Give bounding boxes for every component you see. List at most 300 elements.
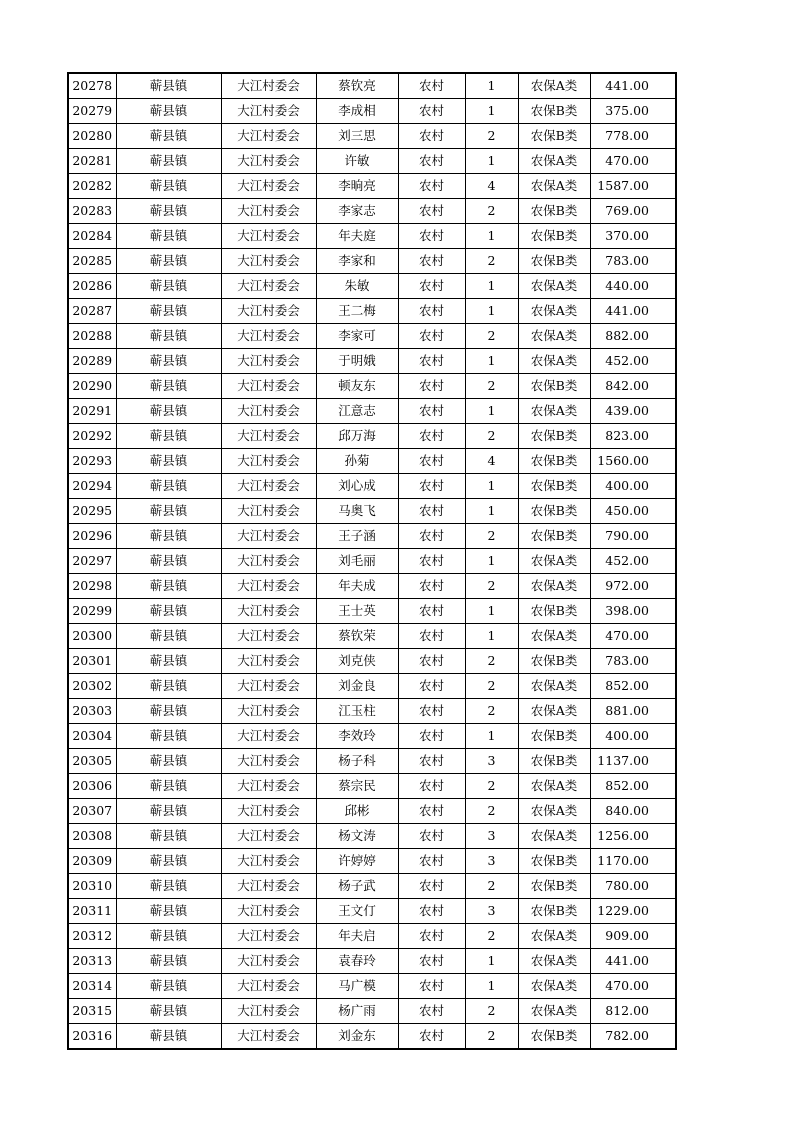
record-id-cell: 20284 — [68, 224, 116, 249]
insurance-category-cell: 农保B类 — [518, 474, 590, 499]
insurance-category-cell: 农保A类 — [518, 674, 590, 699]
town-cell: 蕲县镇 — [116, 774, 221, 799]
amount-cell: 778.00 — [590, 124, 676, 149]
table-row — [68, 624, 676, 649]
name-cell: 年夫庭 — [316, 224, 398, 249]
town-cell: 蕲县镇 — [116, 449, 221, 474]
record-id-cell: 20299 — [68, 599, 116, 624]
amount-cell: 1229.00 — [590, 899, 676, 924]
village-committee-cell: 大江村委会 — [221, 899, 316, 924]
name-cell: 杨子武 — [316, 874, 398, 899]
record-id-cell: 20304 — [68, 724, 116, 749]
name-cell: 刘毛丽 — [316, 549, 398, 574]
amount-cell: 452.00 — [590, 349, 676, 374]
village-committee-cell: 大江村委会 — [221, 374, 316, 399]
member-count-cell: 1 — [465, 974, 518, 999]
record-id-cell: 20282 — [68, 174, 116, 199]
household-type-cell: 农村 — [398, 199, 465, 224]
record-id-cell: 20316 — [68, 1024, 116, 1050]
table-row — [68, 599, 676, 624]
member-count-cell: 2 — [465, 424, 518, 449]
town-cell: 蕲县镇 — [116, 524, 221, 549]
name-cell: 李家和 — [316, 249, 398, 274]
record-id-cell: 20298 — [68, 574, 116, 599]
town-cell: 蕲县镇 — [116, 799, 221, 824]
household-type-cell: 农村 — [398, 749, 465, 774]
insurance-category-cell: 农保A类 — [518, 324, 590, 349]
table-row — [68, 499, 676, 524]
amount-cell: 452.00 — [590, 549, 676, 574]
household-type-cell: 农村 — [398, 599, 465, 624]
amount-cell: 470.00 — [590, 624, 676, 649]
amount-cell: 782.00 — [590, 1024, 676, 1050]
town-cell: 蕲县镇 — [116, 974, 221, 999]
amount-cell: 441.00 — [590, 949, 676, 974]
member-count-cell: 1 — [465, 549, 518, 574]
record-id-cell: 20302 — [68, 674, 116, 699]
insurance-category-cell: 农保A类 — [518, 799, 590, 824]
record-id-cell: 20289 — [68, 349, 116, 374]
record-id-cell: 20312 — [68, 924, 116, 949]
member-count-cell: 3 — [465, 824, 518, 849]
record-id-cell: 20280 — [68, 124, 116, 149]
member-count-cell: 1 — [465, 149, 518, 174]
town-cell: 蕲县镇 — [116, 474, 221, 499]
name-cell: 蔡宗民 — [316, 774, 398, 799]
insurance-category-cell: 农保B类 — [518, 449, 590, 474]
town-cell: 蕲县镇 — [116, 349, 221, 374]
insurance-category-cell: 农保A类 — [518, 974, 590, 999]
name-cell: 刘克侠 — [316, 649, 398, 674]
table-row — [68, 349, 676, 374]
village-committee-cell: 大江村委会 — [221, 324, 316, 349]
town-cell: 蕲县镇 — [116, 749, 221, 774]
amount-cell: 400.00 — [590, 474, 676, 499]
member-count-cell: 2 — [465, 324, 518, 349]
member-count-cell: 1 — [465, 99, 518, 124]
town-cell: 蕲县镇 — [116, 599, 221, 624]
village-committee-cell: 大江村委会 — [221, 299, 316, 324]
town-cell: 蕲县镇 — [116, 699, 221, 724]
record-id-cell: 20285 — [68, 249, 116, 274]
town-cell: 蕲县镇 — [116, 574, 221, 599]
household-type-cell: 农村 — [398, 849, 465, 874]
name-cell: 袁春玲 — [316, 949, 398, 974]
record-id-cell: 20300 — [68, 624, 116, 649]
member-count-cell: 2 — [465, 124, 518, 149]
household-type-cell: 农村 — [398, 674, 465, 699]
name-cell: 朱敏 — [316, 274, 398, 299]
amount-cell: 1560.00 — [590, 449, 676, 474]
amount-cell: 852.00 — [590, 674, 676, 699]
town-cell: 蕲县镇 — [116, 949, 221, 974]
insurance-category-cell: 农保B类 — [518, 599, 590, 624]
name-cell: 李家可 — [316, 324, 398, 349]
member-count-cell: 2 — [465, 674, 518, 699]
village-committee-cell: 大江村委会 — [221, 774, 316, 799]
village-committee-cell: 大江村委会 — [221, 549, 316, 574]
record-id-cell: 20286 — [68, 274, 116, 299]
amount-cell: 1256.00 — [590, 824, 676, 849]
village-committee-cell: 大江村委会 — [221, 349, 316, 374]
amount-cell: 1587.00 — [590, 174, 676, 199]
insurance-category-cell: 农保A类 — [518, 299, 590, 324]
insurance-category-cell: 农保B类 — [518, 124, 590, 149]
town-cell: 蕲县镇 — [116, 274, 221, 299]
village-committee-cell: 大江村委会 — [221, 824, 316, 849]
name-cell: 李成相 — [316, 99, 398, 124]
table-row — [68, 749, 676, 774]
amount-cell: 780.00 — [590, 874, 676, 899]
village-committee-cell: 大江村委会 — [221, 624, 316, 649]
amount-cell: 909.00 — [590, 924, 676, 949]
name-cell: 刘心成 — [316, 474, 398, 499]
town-cell: 蕲县镇 — [116, 874, 221, 899]
amount-cell: 823.00 — [590, 424, 676, 449]
household-type-cell: 农村 — [398, 999, 465, 1024]
town-cell: 蕲县镇 — [116, 174, 221, 199]
amount-cell: 852.00 — [590, 774, 676, 799]
village-committee-cell: 大江村委会 — [221, 724, 316, 749]
village-committee-cell: 大江村委会 — [221, 974, 316, 999]
name-cell: 刘金东 — [316, 1024, 398, 1050]
village-committee-cell: 大江村委会 — [221, 524, 316, 549]
name-cell: 王二梅 — [316, 299, 398, 324]
amount-cell: 439.00 — [590, 399, 676, 424]
household-type-cell: 农村 — [398, 799, 465, 824]
insurance-category-cell: 农保B类 — [518, 899, 590, 924]
insurance-category-cell: 农保A类 — [518, 349, 590, 374]
town-cell: 蕲县镇 — [116, 999, 221, 1024]
household-type-cell: 农村 — [398, 424, 465, 449]
member-count-cell: 1 — [465, 399, 518, 424]
insurance-category-cell: 农保A类 — [518, 73, 590, 99]
insurance-category-cell: 农保B类 — [518, 224, 590, 249]
insurance-category-cell: 农保A类 — [518, 699, 590, 724]
village-committee-cell: 大江村委会 — [221, 949, 316, 974]
name-cell: 李晌亮 — [316, 174, 398, 199]
member-count-cell: 1 — [465, 224, 518, 249]
record-id-cell: 20313 — [68, 949, 116, 974]
name-cell: 年夫启 — [316, 924, 398, 949]
member-count-cell: 2 — [465, 199, 518, 224]
member-count-cell: 2 — [465, 524, 518, 549]
record-id-cell: 20297 — [68, 549, 116, 574]
insurance-category-cell: 农保B类 — [518, 424, 590, 449]
member-count-cell: 3 — [465, 749, 518, 774]
household-type-cell: 农村 — [398, 324, 465, 349]
table-row — [68, 674, 676, 699]
member-count-cell: 1 — [465, 599, 518, 624]
record-id-cell: 20287 — [68, 299, 116, 324]
record-id-cell: 20296 — [68, 524, 116, 549]
village-committee-cell: 大江村委会 — [221, 474, 316, 499]
record-id-cell: 20278 — [68, 73, 116, 99]
name-cell: 王子涵 — [316, 524, 398, 549]
member-count-cell: 2 — [465, 999, 518, 1024]
amount-cell: 769.00 — [590, 199, 676, 224]
insurance-category-cell: 农保A类 — [518, 999, 590, 1024]
household-type-cell: 农村 — [398, 649, 465, 674]
name-cell: 邱万海 — [316, 424, 398, 449]
name-cell: 李效玲 — [316, 724, 398, 749]
name-cell: 蔡钦荣 — [316, 624, 398, 649]
village-committee-cell: 大江村委会 — [221, 599, 316, 624]
member-count-cell: 2 — [465, 574, 518, 599]
records-body — [68, 73, 676, 1049]
member-count-cell: 2 — [465, 699, 518, 724]
village-committee-cell: 大江村委会 — [221, 449, 316, 474]
household-type-cell: 农村 — [398, 724, 465, 749]
town-cell: 蕲县镇 — [116, 424, 221, 449]
insurance-category-cell: 农保A类 — [518, 149, 590, 174]
table-row — [68, 474, 676, 499]
town-cell: 蕲县镇 — [116, 299, 221, 324]
village-committee-cell: 大江村委会 — [221, 874, 316, 899]
record-id-cell: 20279 — [68, 99, 116, 124]
village-committee-cell: 大江村委会 — [221, 574, 316, 599]
town-cell: 蕲县镇 — [116, 849, 221, 874]
household-type-cell: 农村 — [398, 949, 465, 974]
amount-cell: 470.00 — [590, 149, 676, 174]
town-cell: 蕲县镇 — [116, 399, 221, 424]
record-id-cell: 20290 — [68, 374, 116, 399]
village-committee-cell: 大江村委会 — [221, 249, 316, 274]
record-id-cell: 20308 — [68, 824, 116, 849]
table-row — [68, 774, 676, 799]
record-id-cell: 20303 — [68, 699, 116, 724]
town-cell: 蕲县镇 — [116, 73, 221, 99]
insurance-category-cell: 农保A类 — [518, 574, 590, 599]
table-row — [68, 99, 676, 124]
table-row — [68, 149, 676, 174]
household-type-cell: 农村 — [398, 474, 465, 499]
town-cell: 蕲县镇 — [116, 124, 221, 149]
member-count-cell: 2 — [465, 874, 518, 899]
record-id-cell: 20292 — [68, 424, 116, 449]
table-row — [68, 649, 676, 674]
record-id-cell: 20301 — [68, 649, 116, 674]
name-cell: 杨子科 — [316, 749, 398, 774]
amount-cell: 450.00 — [590, 499, 676, 524]
household-type-cell: 农村 — [398, 924, 465, 949]
member-count-cell: 4 — [465, 174, 518, 199]
name-cell: 王文仃 — [316, 899, 398, 924]
household-type-cell: 农村 — [398, 699, 465, 724]
amount-cell: 440.00 — [590, 274, 676, 299]
household-type-cell: 农村 — [398, 774, 465, 799]
amount-cell: 441.00 — [590, 73, 676, 99]
name-cell: 于明娥 — [316, 349, 398, 374]
name-cell: 江意志 — [316, 399, 398, 424]
insurance-category-cell: 农保B类 — [518, 749, 590, 774]
name-cell: 江玉柱 — [316, 699, 398, 724]
name-cell: 许敏 — [316, 149, 398, 174]
household-type-cell: 农村 — [398, 224, 465, 249]
household-type-cell: 农村 — [398, 374, 465, 399]
amount-cell: 882.00 — [590, 324, 676, 349]
table-row — [68, 549, 676, 574]
record-id-cell: 20283 — [68, 199, 116, 224]
amount-cell: 398.00 — [590, 599, 676, 624]
town-cell: 蕲县镇 — [116, 899, 221, 924]
record-id-cell: 20288 — [68, 324, 116, 349]
town-cell: 蕲县镇 — [116, 324, 221, 349]
member-count-cell: 1 — [465, 949, 518, 974]
name-cell: 许婷婷 — [316, 849, 398, 874]
table-row — [68, 999, 676, 1024]
record-id-cell: 20305 — [68, 749, 116, 774]
household-type-cell: 农村 — [398, 549, 465, 574]
member-count-cell: 2 — [465, 799, 518, 824]
household-type-cell: 农村 — [398, 149, 465, 174]
household-type-cell: 农村 — [398, 524, 465, 549]
table-row — [68, 124, 676, 149]
household-type-cell: 农村 — [398, 249, 465, 274]
table-row — [68, 849, 676, 874]
member-count-cell: 2 — [465, 774, 518, 799]
village-committee-cell: 大江村委会 — [221, 924, 316, 949]
insurance-category-cell: 农保A类 — [518, 624, 590, 649]
table-row — [68, 449, 676, 474]
table-row — [68, 249, 676, 274]
table-row — [68, 924, 676, 949]
insurance-category-cell: 农保B类 — [518, 249, 590, 274]
household-type-cell: 农村 — [398, 124, 465, 149]
insurance-category-cell: 农保B类 — [518, 524, 590, 549]
household-type-cell: 农村 — [398, 449, 465, 474]
table-row — [68, 324, 676, 349]
record-id-cell: 20281 — [68, 149, 116, 174]
amount-cell: 783.00 — [590, 649, 676, 674]
town-cell: 蕲县镇 — [116, 549, 221, 574]
town-cell: 蕲县镇 — [116, 724, 221, 749]
table-row — [68, 899, 676, 924]
town-cell: 蕲县镇 — [116, 249, 221, 274]
table-row — [68, 949, 676, 974]
household-type-cell: 农村 — [398, 874, 465, 899]
table-row — [68, 299, 676, 324]
table-row — [68, 374, 676, 399]
member-count-cell: 3 — [465, 899, 518, 924]
amount-cell: 441.00 — [590, 299, 676, 324]
town-cell: 蕲县镇 — [116, 499, 221, 524]
household-type-cell: 农村 — [398, 274, 465, 299]
member-count-cell: 1 — [465, 349, 518, 374]
town-cell: 蕲县镇 — [116, 624, 221, 649]
village-committee-cell: 大江村委会 — [221, 699, 316, 724]
insurance-category-cell: 农保B类 — [518, 199, 590, 224]
amount-cell: 812.00 — [590, 999, 676, 1024]
table-row — [68, 274, 676, 299]
town-cell: 蕲县镇 — [116, 149, 221, 174]
insurance-category-cell: 农保A类 — [518, 924, 590, 949]
name-cell: 马广模 — [316, 974, 398, 999]
amount-cell: 881.00 — [590, 699, 676, 724]
amount-cell: 790.00 — [590, 524, 676, 549]
village-committee-cell: 大江村委会 — [221, 649, 316, 674]
insurance-category-cell: 农保B类 — [518, 849, 590, 874]
village-committee-cell: 大江村委会 — [221, 174, 316, 199]
household-type-cell: 农村 — [398, 974, 465, 999]
member-count-cell: 2 — [465, 649, 518, 674]
town-cell: 蕲县镇 — [116, 374, 221, 399]
name-cell: 杨文涛 — [316, 824, 398, 849]
village-committee-cell: 大江村委会 — [221, 1024, 316, 1050]
insurance-category-cell: 农保A类 — [518, 274, 590, 299]
amount-cell: 840.00 — [590, 799, 676, 824]
insurance-category-cell: 农保A类 — [518, 949, 590, 974]
insurance-category-cell: 农保B类 — [518, 99, 590, 124]
records-table — [67, 72, 677, 1050]
table-row — [68, 224, 676, 249]
table-row — [68, 724, 676, 749]
name-cell: 年夫成 — [316, 574, 398, 599]
table-row — [68, 1024, 676, 1050]
table-row — [68, 424, 676, 449]
village-committee-cell: 大江村委会 — [221, 399, 316, 424]
village-committee-cell: 大江村委会 — [221, 73, 316, 99]
insurance-category-cell: 农保B类 — [518, 874, 590, 899]
name-cell: 马奥飞 — [316, 499, 398, 524]
member-count-cell: 1 — [465, 724, 518, 749]
household-type-cell: 农村 — [398, 73, 465, 99]
village-committee-cell: 大江村委会 — [221, 224, 316, 249]
amount-cell: 783.00 — [590, 249, 676, 274]
record-id-cell: 20314 — [68, 974, 116, 999]
member-count-cell: 4 — [465, 449, 518, 474]
record-id-cell: 20293 — [68, 449, 116, 474]
table-row — [68, 799, 676, 824]
town-cell: 蕲县镇 — [116, 1024, 221, 1050]
member-count-cell: 2 — [465, 1024, 518, 1050]
table-row — [68, 974, 676, 999]
table-row — [68, 399, 676, 424]
name-cell: 顿友东 — [316, 374, 398, 399]
table-row — [68, 174, 676, 199]
village-committee-cell: 大江村委会 — [221, 749, 316, 774]
insurance-category-cell: 农保A类 — [518, 774, 590, 799]
name-cell: 李家志 — [316, 199, 398, 224]
record-id-cell: 20310 — [68, 874, 116, 899]
amount-cell: 375.00 — [590, 99, 676, 124]
household-type-cell: 农村 — [398, 824, 465, 849]
household-type-cell: 农村 — [398, 1024, 465, 1050]
amount-cell: 842.00 — [590, 374, 676, 399]
insurance-category-cell: 农保B类 — [518, 649, 590, 674]
record-id-cell: 20311 — [68, 899, 116, 924]
member-count-cell: 2 — [465, 374, 518, 399]
table-row — [68, 73, 676, 99]
amount-cell: 370.00 — [590, 224, 676, 249]
insurance-category-cell: 农保B类 — [518, 1024, 590, 1050]
household-type-cell: 农村 — [398, 174, 465, 199]
town-cell: 蕲县镇 — [116, 924, 221, 949]
name-cell: 王士英 — [316, 599, 398, 624]
table-row — [68, 524, 676, 549]
village-committee-cell: 大江村委会 — [221, 849, 316, 874]
member-count-cell: 1 — [465, 299, 518, 324]
table-row — [68, 874, 676, 899]
name-cell: 孙菊 — [316, 449, 398, 474]
village-committee-cell: 大江村委会 — [221, 424, 316, 449]
amount-cell: 1170.00 — [590, 849, 676, 874]
insurance-category-cell: 农保B类 — [518, 374, 590, 399]
member-count-cell: 1 — [465, 499, 518, 524]
amount-cell: 400.00 — [590, 724, 676, 749]
name-cell: 杨广雨 — [316, 999, 398, 1024]
record-id-cell: 20307 — [68, 799, 116, 824]
